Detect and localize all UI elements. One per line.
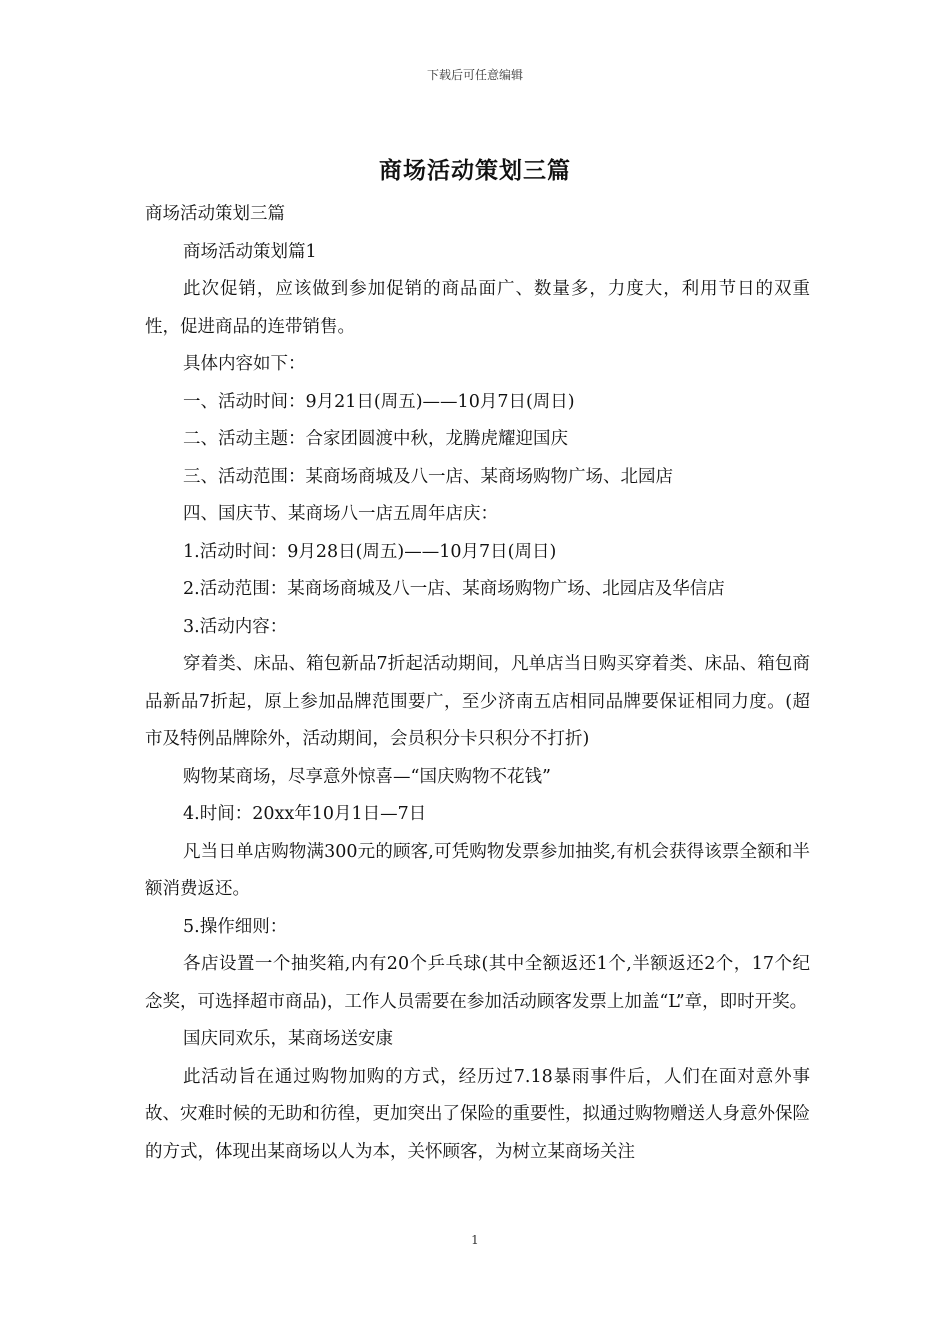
document-body bbox=[145, 196, 810, 1171]
paragraph: 2.活动范围：某商场商城及八一店、某商场购物广场、北园店及华信店 bbox=[183, 579, 725, 599]
paragraph: 4.时间：20xx年10月1日—7日 bbox=[183, 804, 427, 824]
paragraph: 3.活动内容： bbox=[183, 616, 288, 637]
paragraph: 此活动旨在通过购物加购的方式，经历过7.18暴雨事件后，人们在面对意外事故、灾难时候的无助和彷徨，更加突出了保险的重要性，拟通过购物赠送人身意外保险的方式，体现出某商场以人为本，关怀顾客，为树立某商场关注 bbox=[145, 1066, 810, 1162]
paragraph: 凡当日单店购物满300元的顾客,可凭购物发票参加抽奖,有机会获得该票全额和半额消费返还。 bbox=[145, 841, 810, 899]
paragraph: 各店设置一个抽奖箱,内有20个乒乓球(其中全额返还1个,半额返还2个，17个纪念奖，可选择超市商品)，工作人员需要在参加活动顾客发票上加盖“L”章，即时开奖。 bbox=[145, 954, 810, 1012]
page-header: 下载后可任意编辑 bbox=[426, 68, 523, 82]
paragraph: 四、国庆节、某商场八一店五周年店庆： bbox=[183, 504, 498, 524]
paragraph: 具体内容如下： bbox=[183, 354, 306, 374]
paragraph: 商场活动策划篇1 bbox=[183, 241, 317, 262]
paragraph: 国庆同欢乐，某商场送安康 bbox=[183, 1029, 393, 1049]
paragraph: 5.操作细则： bbox=[183, 916, 288, 937]
paragraph: 一、活动时间：9月21日(周五)——10月7日(周日) bbox=[183, 391, 575, 412]
paragraph: 1.活动时间：9月28日(周五)——10月7日(周日) bbox=[183, 541, 557, 562]
paragraph: 商场活动策划三篇 bbox=[145, 204, 285, 224]
paragraph: 二、活动主题：合家团圆渡中秋，龙腾虎耀迎国庆 bbox=[183, 429, 568, 449]
paragraph: 购物某商场，尽享意外惊喜—“国庆购物不花钱” bbox=[183, 766, 551, 787]
page-number: 1 bbox=[471, 1233, 479, 1247]
paragraph: 此次促销，应该做到参加促销的商品面广、数量多，力度大，利用节日的双重性，促进商品的连带销售。 bbox=[145, 279, 810, 337]
paragraph: 三、活动范围：某商场商城及八一店、某商场购物广场、北园店 bbox=[183, 466, 673, 487]
paragraph: 穿着类、床品、箱包新品7折起活动期间，凡单店当日购买穿着类、床品、箱包商品新品7折起，原上参加品牌范围要广，至少济南五店相同品牌要保证相同力度。(超市及特例品牌除外，活动期间，会员积分卡只积分不打折) bbox=[145, 654, 810, 749]
document-title: 商场活动策划三篇 bbox=[379, 157, 571, 184]
